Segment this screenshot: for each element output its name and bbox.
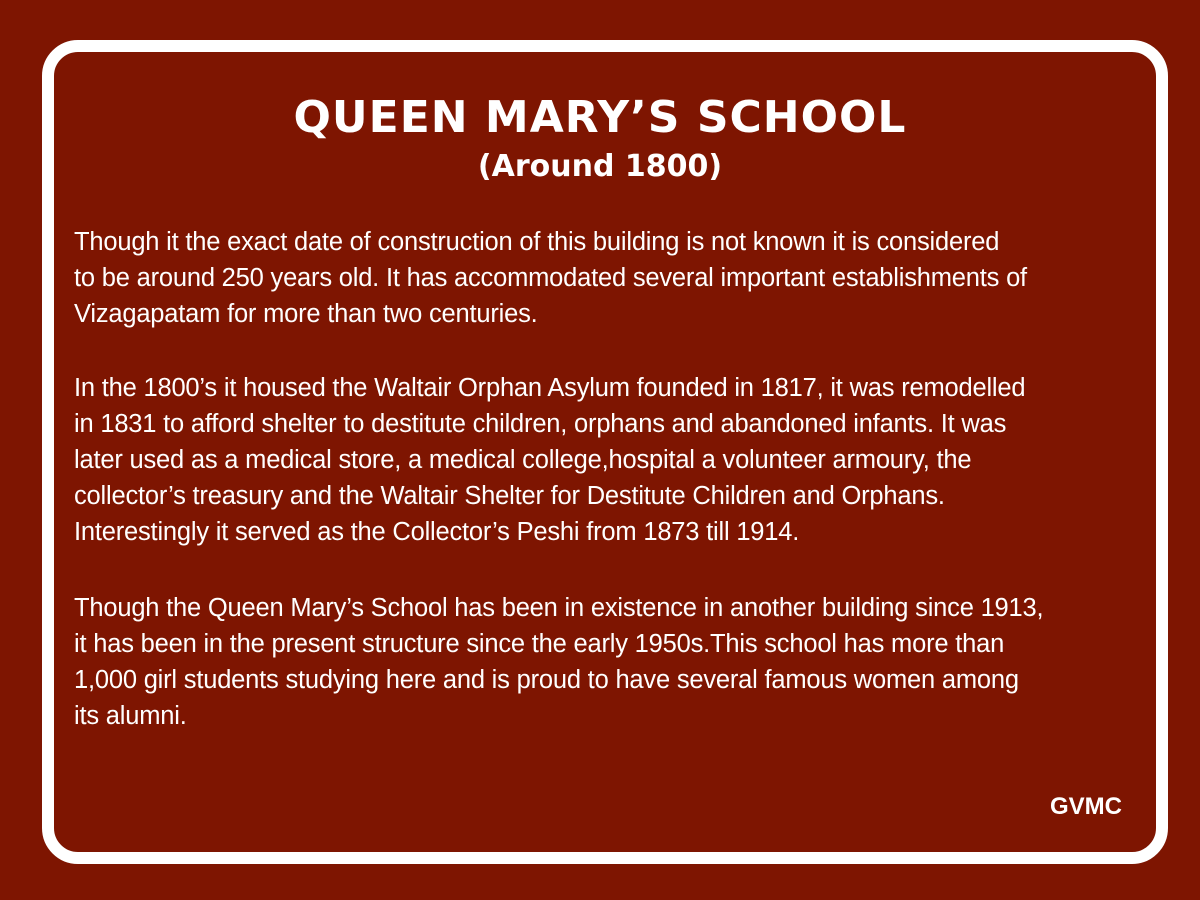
paragraph-history: In the 1800’s it housed the Waltair Orphan Asylum founded in 1817, it was remodelled in 1831 to afford shelter to destitute children, orphans and abandoned infants. It was later used as a medical store, a medical college,hospital a volunteer armoury, the collector’s treasury and the Waltair Shelter for Destitute Children and Orphans. Interestingly it served as the Collector’s Peshi from 1873 till 1914. <box>74 374 1026 546</box>
sign-title: QUEEN MARY’S SCHOOL <box>293 92 907 143</box>
sign-subtitle: (Around 1800) <box>477 149 723 184</box>
sign-credit: GVMC <box>1050 793 1122 820</box>
paragraph-school: Though the Queen Mary’s School has been in existence in another building since 1913, it has been in the present structure since the early 1950s.This school has more than 1,000 girl students studying here and is proud to have several famous women among its alumni. <box>74 594 1044 730</box>
paragraph-construction: Though it the exact date of construction of this building is not known it is considered to be around 250 years old. It has accommodated several important establishments of Vizagapatam for more than two centuries. <box>74 228 1027 328</box>
